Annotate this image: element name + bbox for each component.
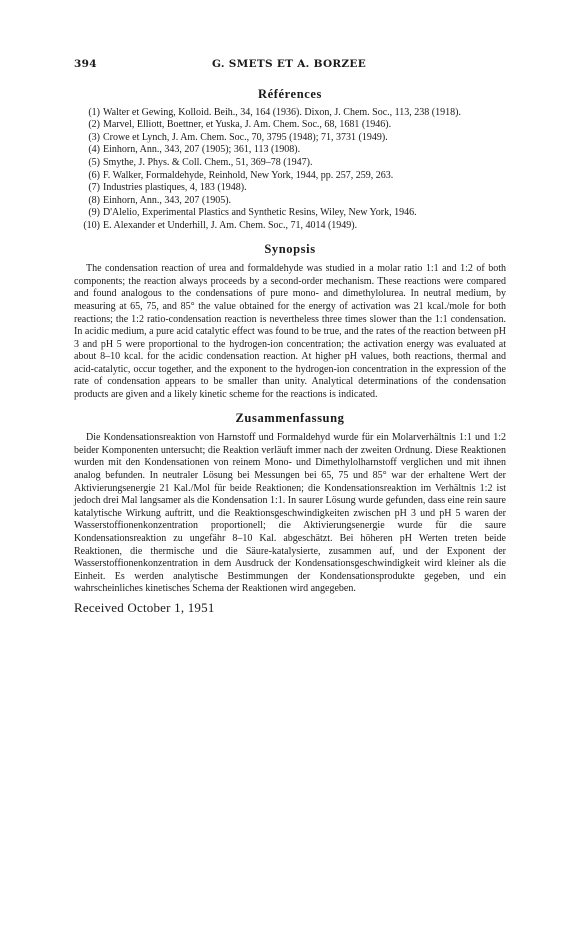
received-date: Received October 1, 1951 (74, 599, 215, 615)
reference-item (74, 144, 506, 157)
article-body (74, 88, 506, 615)
reference-item (74, 107, 506, 120)
zusammenfassung-heading: Zusammenfassung (235, 410, 345, 425)
reference-number: (9) (88, 207, 100, 219)
reference-text: E. Alexander et Underhill, J. Am. Chem. Soc., 71, 4014 (1949). (103, 219, 358, 231)
reference-item (74, 119, 506, 132)
reference-text: Industries plastiques, 4, 183 (1948). (103, 182, 247, 194)
reference-list (74, 107, 506, 233)
reference-item (74, 220, 506, 233)
references-heading: Références (257, 87, 323, 101)
reference-number: (1) (88, 106, 100, 118)
reference-number: (5) (88, 156, 100, 168)
reference-item (74, 132, 506, 145)
synopsis-heading: Synopsis (264, 241, 316, 256)
reference-number: (8) (88, 194, 100, 206)
page-number: 394 (74, 58, 97, 70)
reference-item (74, 182, 506, 195)
reference-text: Walter et Gewing, Kolloid. Beih., 34, 164 (1936). Dixon, J. Chem. Soc., 113, 238 (1918). (103, 106, 461, 118)
reference-item (74, 157, 506, 170)
reference-text: Einhorn, Ann., 343, 207 (1905); 361, 113 (1908). (103, 144, 301, 156)
zusammenfassung-text: Die Kondensationsreaktion von Harnstoff und Formaldehyd wurde für ein Molarverhältnis 1:1 und 1:2 beider Komponenten untersucht; die Reaktion verläuft immer nach der zweiten Ordnung. Diese Reaktionen wurden mit den Kondensationen von reinem Mono- und Dimethylolharnstoff verglichen und mit ihnen analog befunden. In neutraler Lösung bei Messungen bei 65, 75 und 85° war der erhaltene Wert der Aktivierungsenergie 21 Kal./Mol für beide Reaktionen; die Kondensationsreaktion im Verhältnis 1:2 ist jedoch drei Mal langsamer als die Kondensation 1:1. In saurer Lösung wurde gefunden, dass eine rein saure katalytische Wirkung auftritt, und die Reaktionsgeschwindigkeiten zwischen pH 3 und pH 5 waren der Wasserstoffionenkonzentration proportionell; die Aktivierungsenergie wurde für die saure Kondensationsreaktion zu ungefähr 8–10 Kal. abgeschätzt. Bei höheren pH Werten treten beide Reaktionen, die thermische und die Säure-katalysierte, zusammen auf, und der Exponent der Wasserstoffionenkonzentration in dem Ausdruck der Kondensationsgeschwindigkeit wird kleiner als die Einheit. Es werden analytische Bestimmungen der Kondensationsprodukte gegeben, und ein wahrscheinliches kinetisches Schema der Reaktionen wird angegeben. (74, 432, 506, 595)
synopsis-text: The condensation reaction of urea and formaldehyde was studied in a molar ratio 1:1 and 1:2 of both components; the reaction always proceeds by a second-order mechanism. These reactions were compared and found analogous to the condensations of pure mono- and dimethylolurea. In neutral medium, by measuring at 65, 75, and 85° the value obtained for the energy of activation was 21 kcal./mole for both reactions; the 1:2 ratio-condensation reaction is nevertheless three times slower than the 1:1 condensation. In acidic medium, a pure acid catalytic effect was found to be true, and the rates of the reaction between pH 3 and pH 5 were proportional to the hydrogen-ion concentration; the activation energy was evaluated at about 8–10 kcal. for the acidic condensation reaction. At higher pH values, both reactions, thermal and acid-catalytic, occur together, and the exponent to the hydrogen-ion concentration in the expression of the rate of condensation appears to be smaller than unity. Analytical determinations of the condensation products are given and a likely kinetic scheme for the reactions is indicated. (74, 263, 506, 401)
reference-number: (7) (88, 182, 100, 194)
running-title: G. SMETS ET A. BORZEE (211, 58, 366, 70)
reference-number: (6) (88, 169, 100, 181)
reference-text: D'Alelio, Experimental Plastics and Synthetic Resins, Wiley, New York, 1946. (103, 207, 417, 219)
reference-text: Marvel, Elliott, Boettner, et Yuska, J. Am. Chem. Soc., 68, 1681 (1946). (103, 119, 392, 131)
reference-text: Crowe et Lynch, J. Am. Chem. Soc., 70, 3795 (1948); 71, 3731 (1949). (103, 131, 388, 143)
reference-number: (10) (83, 219, 100, 231)
reference-number: (3) (88, 131, 100, 143)
reference-text: Einhorn, Ann., 343, 207 (1905). (103, 194, 232, 206)
reference-item (74, 207, 506, 220)
reference-text: Smythe, J. Phys. & Coll. Chem., 51, 369–78 (1947). (103, 156, 313, 168)
reference-item (74, 195, 506, 208)
reference-number: (4) (88, 144, 100, 156)
reference-item (74, 170, 506, 183)
reference-number: (2) (88, 119, 100, 131)
reference-text: F. Walker, Formaldehyde, Reinhold, New York, 1944, pp. 257, 259, 263. (103, 169, 394, 181)
